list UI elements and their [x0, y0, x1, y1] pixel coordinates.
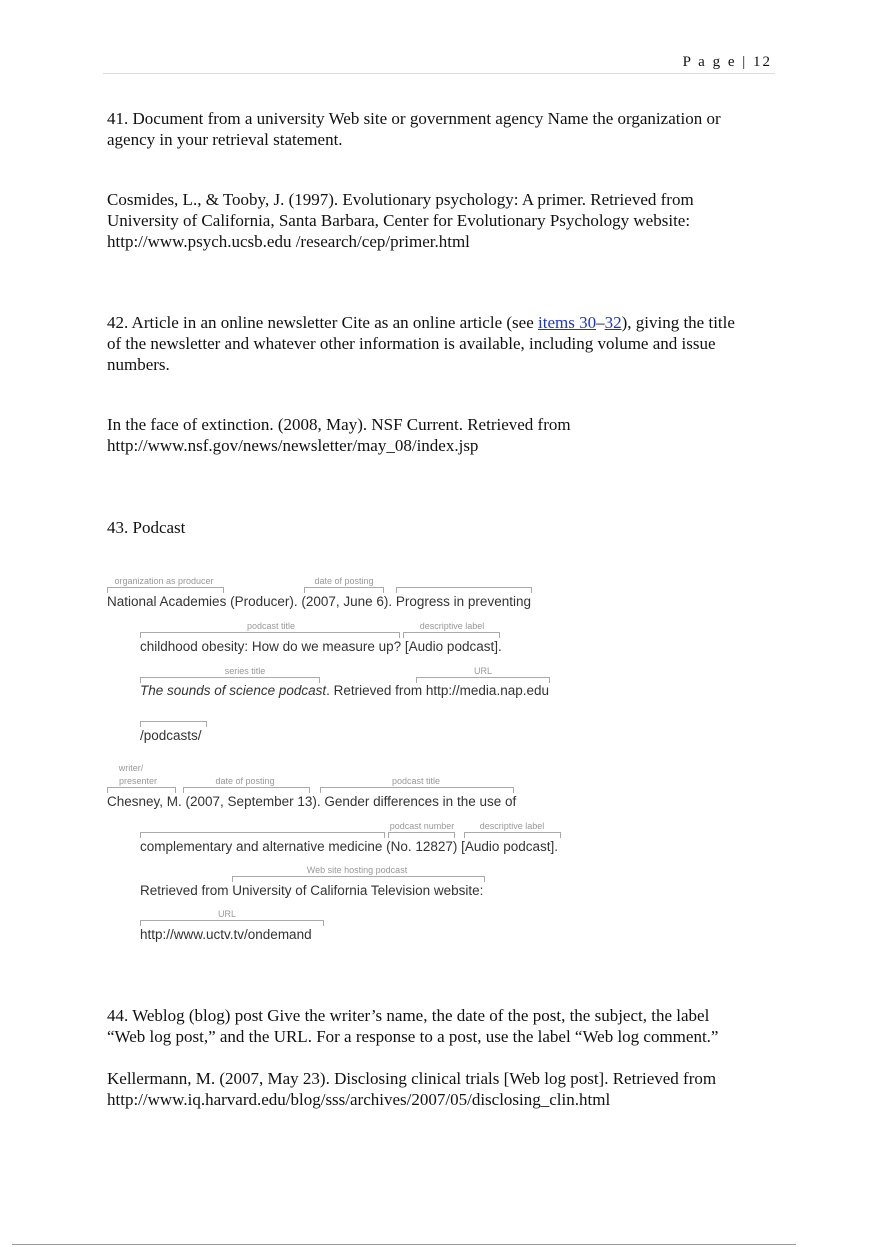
- item41-heading: agency in your retrieval statement.: [107, 130, 343, 149]
- annotation-bracket: [140, 832, 385, 838]
- dash: –: [596, 313, 605, 332]
- annotation-bracket: [140, 721, 207, 727]
- annotation-label: podcast number: [389, 821, 455, 831]
- annotation-bracket: [396, 587, 532, 593]
- annotation-label: presenter: [118, 776, 158, 786]
- item44-example: Kellermann, M. (2007, May 23). Disclosing clinical trials [Web log post]. Retrieved from: [107, 1069, 717, 1088]
- annotation-label: podcast title: [246, 621, 296, 631]
- item42-heading: [107, 312, 735, 333]
- annotation-label: organization as producer: [114, 576, 214, 586]
- annotation-bracket: [304, 587, 384, 593]
- item42-heading: of the newsletter and whatever other information is available, including volume and issue: [107, 334, 716, 353]
- annotation-bracket: [464, 832, 561, 838]
- citation-line: Chesney, M. (2007, September 13). Gender differences in the use of: [107, 794, 517, 809]
- series-title: The sounds of science podcast: [140, 683, 327, 698]
- annotation-bracket: [107, 787, 176, 793]
- header-divider: [103, 73, 775, 74]
- citation-line: complementary and alternative medicine (No. 12827) [Audio podcast].: [140, 839, 558, 854]
- item44-heading: 44. Weblog (blog) post Give the writer’s name, the date of the post, the subject, the label: [107, 1006, 710, 1025]
- heading-text: 42. Article in an online newsletter Cite as an online article (see: [107, 313, 538, 332]
- item42-heading: numbers.: [107, 355, 170, 374]
- citation-line: Retrieved from University of California Television website:: [140, 883, 484, 898]
- annotation-label: URL: [217, 909, 237, 919]
- annotation-bracket: [140, 920, 324, 926]
- annotation-label: podcast title: [391, 776, 441, 786]
- heading-text: ), giving the title: [621, 313, 735, 332]
- annotation-label: writer/: [118, 763, 144, 773]
- annotation-label: series title: [224, 666, 266, 676]
- item42-example: In the face of extinction. (2008, May). NSF Current. Retrieved from: [107, 415, 571, 434]
- annotation-bracket: [320, 787, 514, 793]
- citation-line: /podcasts/: [140, 728, 202, 743]
- item43-heading: 43. Podcast: [107, 518, 186, 537]
- annotation-label: date of posting: [314, 576, 374, 586]
- item42-example: http://www.nsf.gov/news/newsletter/may_08/index.jsp: [107, 436, 479, 455]
- items-30-link[interactable]: items 30: [538, 313, 597, 332]
- item44-example: http://www.iq.harvard.edu/blog/sss/archives/2007/05/disclosing_clin.html: [107, 1090, 611, 1109]
- footer-divider: [12, 1244, 796, 1245]
- citation-line: http://www.uctv.tv/ondemand: [140, 927, 312, 942]
- annotation-bracket: [140, 632, 400, 638]
- citation-line: [140, 683, 549, 699]
- page-number: P a g e | 12: [682, 54, 772, 70]
- annotation-label: date of posting: [215, 776, 275, 786]
- item41-heading: 41. Document from a university Web site or government agency Name the organization or: [107, 109, 721, 128]
- annotation-label: descriptive label: [419, 621, 485, 631]
- citation-line: National Academies (Producer). (2007, June 6). Progress in preventing: [107, 594, 531, 609]
- annotation-label: descriptive label: [479, 821, 545, 831]
- item41-example: http://www.psych.ucsb.edu /research/cep/primer.html: [107, 232, 470, 251]
- annotation-bracket: [388, 832, 455, 838]
- annotation-bracket: [183, 787, 310, 793]
- annotation-bracket: [107, 587, 224, 593]
- item44-heading: “Web log post,” and the URL. For a response to a post, use the label “Web log comment.”: [107, 1027, 719, 1046]
- annotation-bracket: [232, 876, 485, 882]
- annotation-label: URL: [473, 666, 493, 676]
- item41-example: Cosmides, L., & Tooby, J. (1997). Evolutionary psychology: A primer. Retrieved from: [107, 190, 694, 209]
- annotation-label: Web site hosting podcast: [306, 865, 408, 875]
- item41-example: University of California, Santa Barbara, Center for Evolutionary Psychology website:: [107, 211, 691, 230]
- citation-line: childhood obesity: How do we measure up? [Audio podcast].: [140, 639, 502, 654]
- annotation-bracket: [403, 632, 500, 638]
- retrieval-text: . Retrieved from http://media.nap.edu: [326, 683, 549, 698]
- items-32-link[interactable]: 32: [604, 313, 622, 332]
